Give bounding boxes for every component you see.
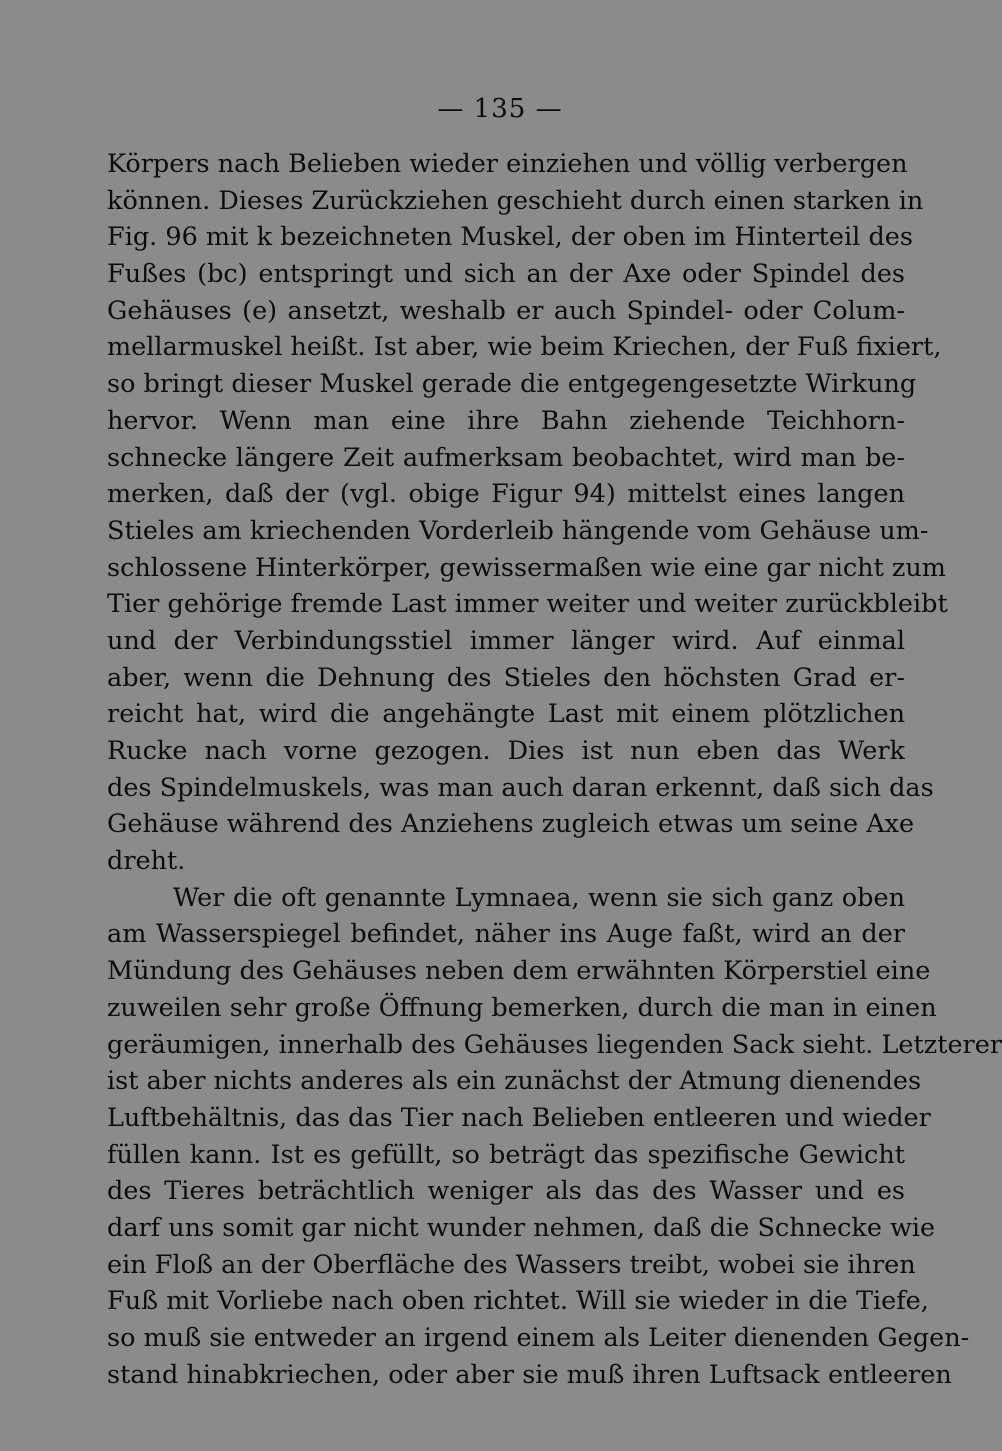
text-line: am Wasserspiegel befindet, näher ins Auge faßt, wird an der (107, 919, 905, 950)
page-number: — 135 — (437, 94, 563, 124)
text-line: stand hinabkriechen, oder aber sie muß ihren Luftsack entleeren (107, 1359, 952, 1390)
text-line: des Spindelmuskels, was man auch daran erkennt, daß sich das (107, 772, 934, 803)
paragraph (107, 146, 948, 880)
paragraph (107, 880, 1002, 1394)
text-line: zuweilen sehr große Öffnung bemerken, durch die man in einen (107, 992, 937, 1023)
text-line: mellarmuskel heißt. Ist aber, wie beim Kriechen, der Fuß fixiert, (107, 332, 942, 363)
text-line: ist aber nichts anderes als ein zunächst der Atmung dienendes (107, 1066, 922, 1097)
text-line: Stieles am kriechenden Vorderleib hängende vom Gehäuse um- (107, 515, 929, 546)
text-line: können. Dieses Zurückziehen geschieht durch einen starken in (107, 185, 924, 216)
text-line: Mündung des Gehäuses neben dem erwähnten Körperstiel eine (107, 956, 931, 987)
text-line: merken, daß der (vgl. obige Figur 94) mittelst eines langen (107, 479, 905, 510)
text-line: aber, wenn die Dehnung des Stieles den höchsten Grad er- (107, 662, 905, 693)
text-line: hervor. Wenn man eine ihre Bahn ziehende Teichhorn- (107, 405, 905, 436)
text-line: reicht hat, wird die angehängte Last mit einem plötzlichen (107, 699, 905, 730)
text-line: Tier gehörige fremde Last immer weiter und weiter zurückbleibt (107, 589, 948, 620)
text-line: und der Verbindungsstiel immer länger wird. Auf einmal (107, 625, 905, 656)
text-line: so muß sie entweder an irgend einem als Leiter dienenden Gegen- (107, 1323, 970, 1353)
text-line: Fig. 96 mit k bezeichneten Muskel, der oben im Hinterteil des (107, 222, 913, 253)
text-line: so bringt dieser Muskel gerade die entgegengesetzte Wirkung (107, 369, 917, 400)
text-line: dreht. (107, 846, 186, 877)
text-line: Rucke nach vorne gezogen. Dies ist nun eben das Werk (107, 736, 905, 766)
text-line: Körpers nach Belieben wieder einziehen und völlig verbergen (107, 149, 908, 179)
body-text (107, 146, 1002, 1393)
text-line: schlossene Hinterkörper, gewissermaßen wie eine gar nicht zum (107, 552, 946, 583)
text-line: füllen kann. Ist es gefüllt, so beträgt das spezifische Gewicht (107, 1139, 905, 1170)
text-line: Gehäuse während des Anziehens zugleich etwas um seine Axe (107, 809, 915, 840)
text-line: schnecke längere Zeit aufmerksam beobachtet, wird man be- (107, 442, 905, 473)
text-line: Fuß mit Vorliebe nach oben richtet. Will sie wieder in die Tiefe, (107, 1286, 929, 1317)
text-line: Luftbehältnis, das das Tier nach Belieben entleeren und wieder (107, 1102, 931, 1133)
text-line: Wer die oft genannte Lymnaea, wenn sie sich ganz oben (173, 882, 905, 913)
text-line: geräumigen, innerhalb des Gehäuses liegenden Sack sieht. Letzterer (107, 1029, 1002, 1060)
text-line: darf uns somit gar nicht wunder nehmen, daß die Schnecke wie (107, 1212, 936, 1243)
text-line: ein Floß an der Oberfläche des Wassers treibt, wobei sie ihren (107, 1249, 916, 1280)
text-line: Gehäuses (e) ansetzt, weshalb er auch Spindel- oder Colum- (107, 295, 905, 326)
text-line: Fußes (bc) entspringt und sich an der Axe oder Spindel des (107, 259, 905, 290)
text-line: des Tieres beträchtlich weniger als das des Wasser und es (107, 1176, 905, 1207)
